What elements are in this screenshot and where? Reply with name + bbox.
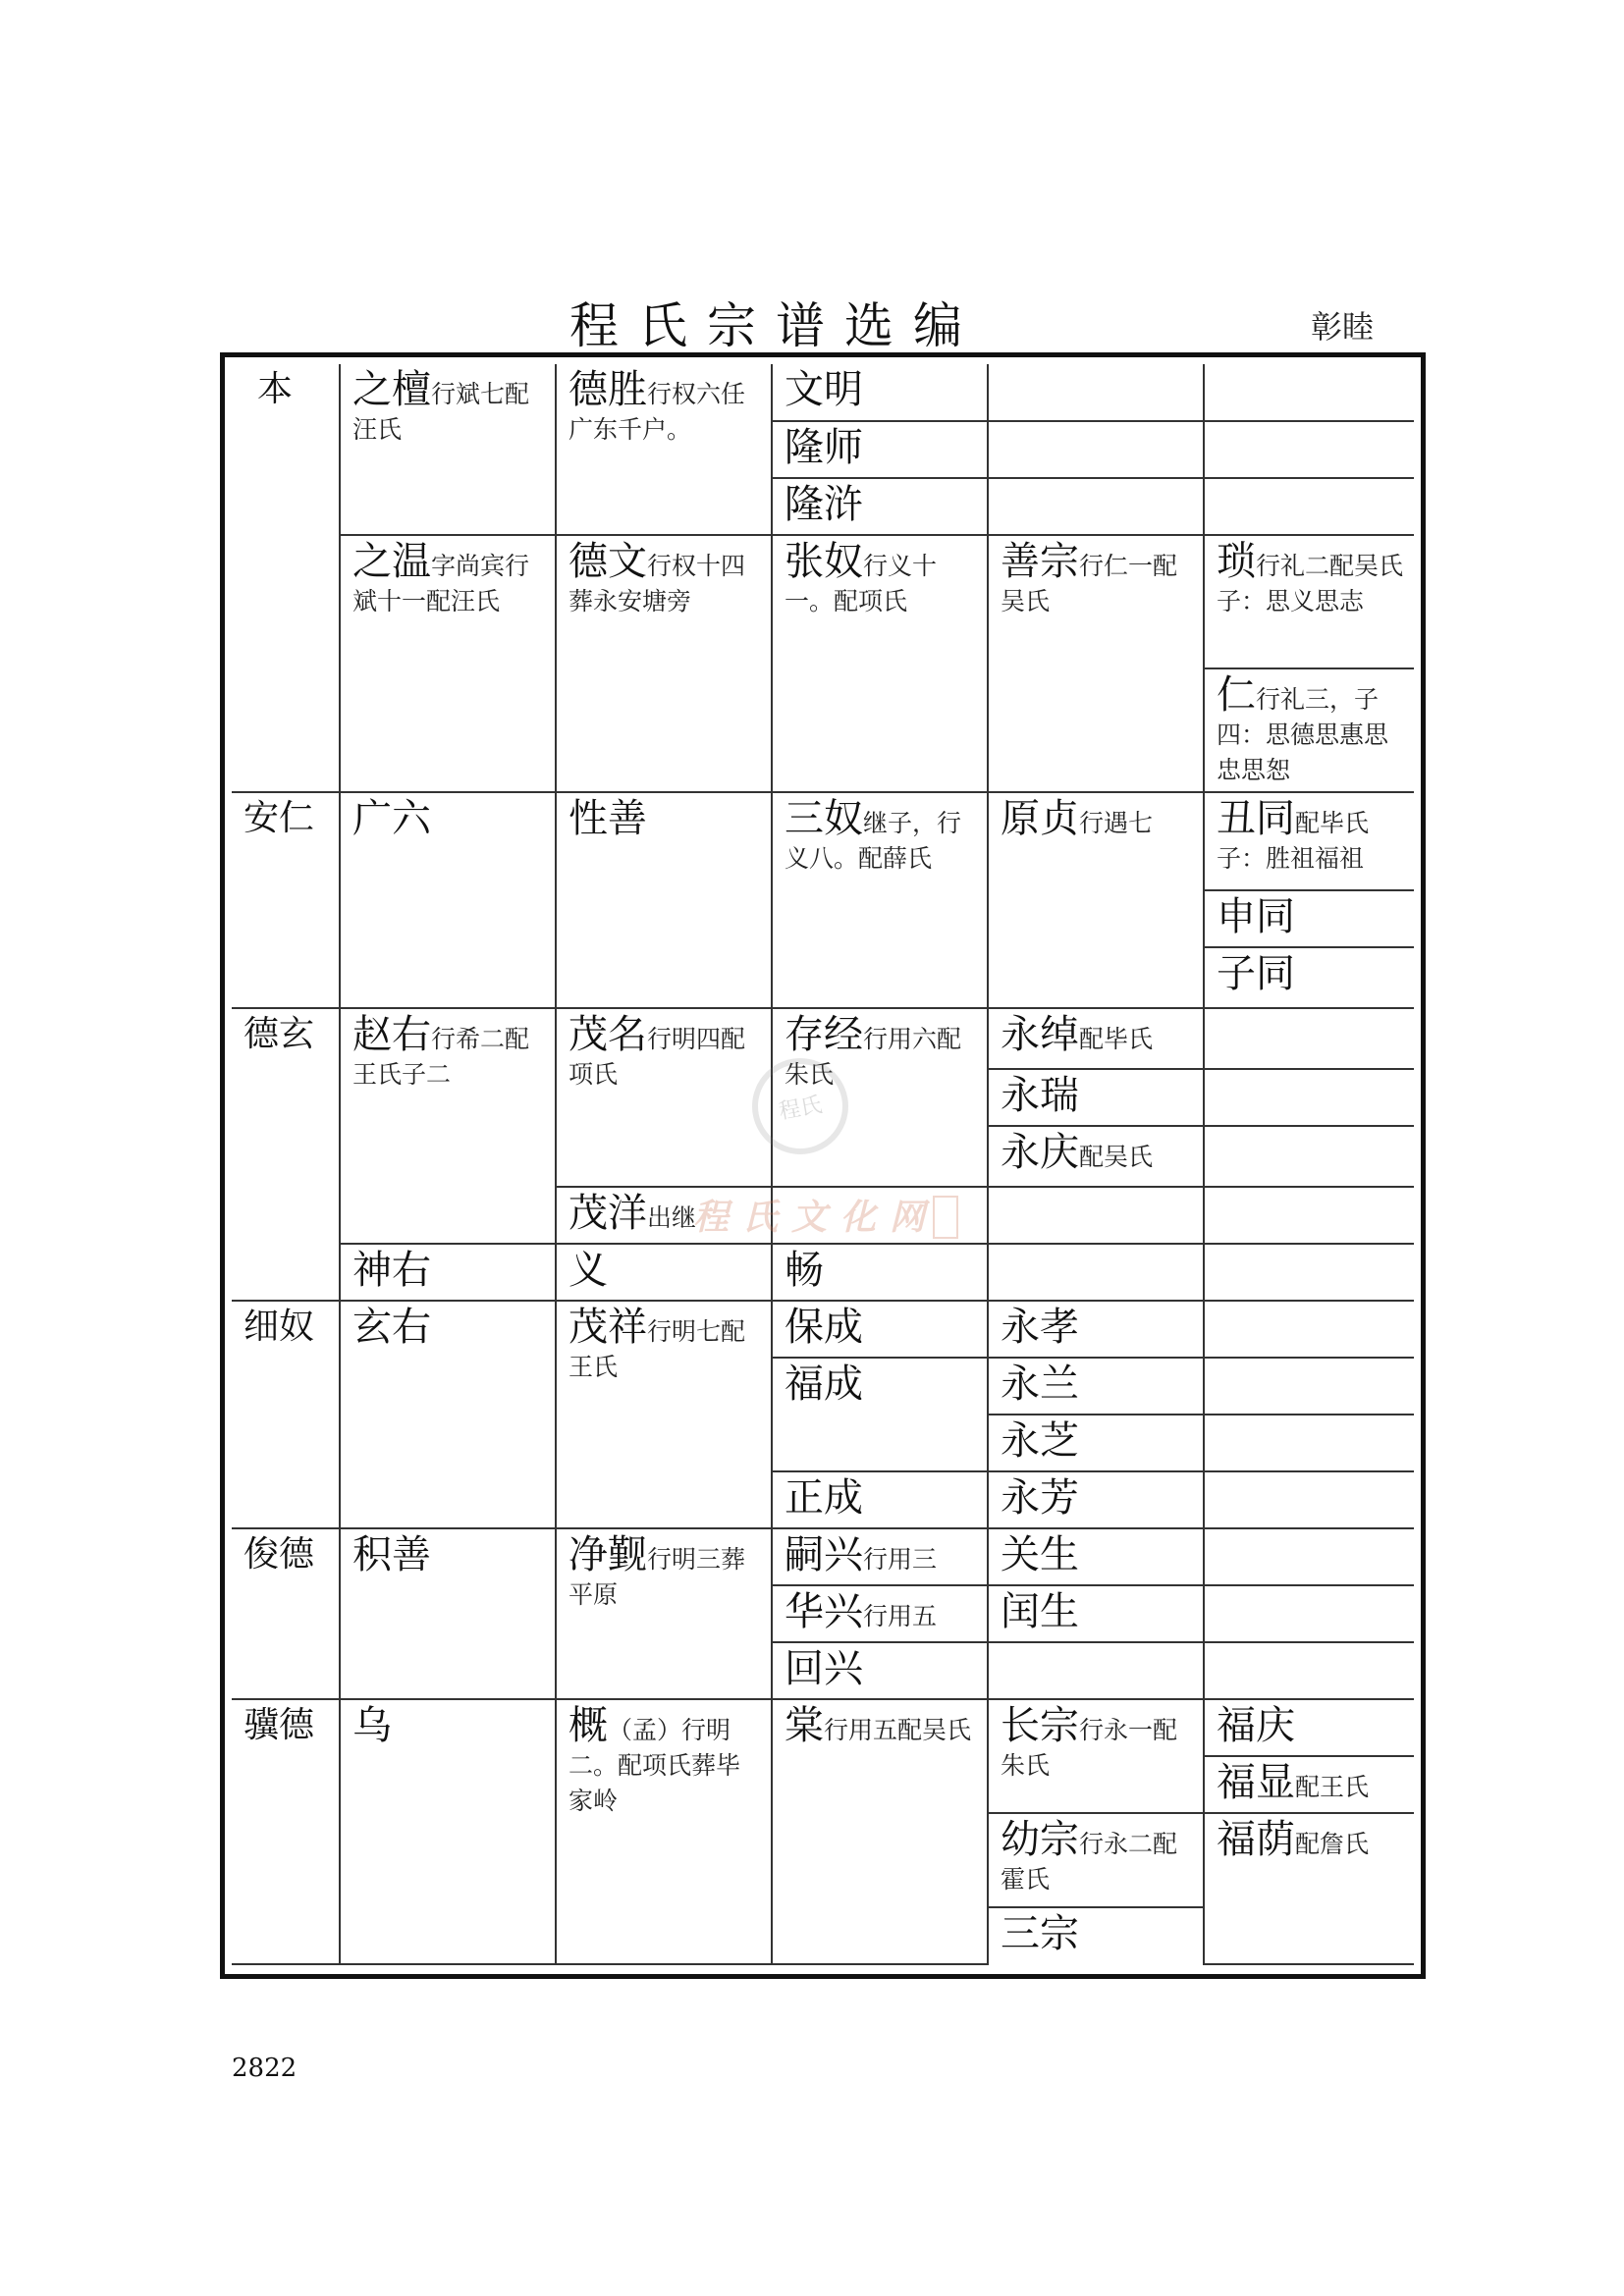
person-cell: 茂祥行明七配王氏 <box>556 1301 772 1528</box>
person-cell: 原贞行遇七 <box>988 792 1204 1008</box>
empty-cell <box>988 364 1204 421</box>
generation-1-cell: 俊德 <box>232 1528 340 1699</box>
person-cell: 永兰 <box>988 1358 1204 1415</box>
person-cell: 张奴行义十一。配项氏 <box>772 535 988 792</box>
empty-cell <box>1204 1585 1414 1642</box>
person-cell: 积善 <box>340 1528 556 1699</box>
person-cell: 德胜行权六任广东千户。 <box>556 364 772 535</box>
person-cell: 之温字尚宾行斌十一配汪氏 <box>340 535 556 792</box>
person-cell: 华兴行用五 <box>772 1585 988 1642</box>
empty-cell <box>1204 478 1414 535</box>
generation-1-cell: 本 <box>232 364 340 792</box>
empty-cell <box>988 1244 1204 1301</box>
person-cell: 德文行权十四葬永安塘旁 <box>556 535 772 792</box>
person-cell: 神右 <box>340 1244 556 1301</box>
empty-cell <box>1204 1415 1414 1471</box>
person-cell: 子同 <box>1204 947 1414 1008</box>
generation-1-cell: 安仁 <box>232 792 340 1008</box>
branch-name: 彰睦 <box>1311 308 1375 346</box>
person-cell: 三宗 <box>988 1907 1204 1964</box>
watermark-seal <box>933 1196 958 1239</box>
person-cell: 丑同配毕氏子：胜祖福祖 <box>1204 792 1414 890</box>
empty-cell <box>1204 1301 1414 1358</box>
person-cell: 福成 <box>772 1358 988 1471</box>
person-cell: 关生 <box>988 1528 1204 1585</box>
person-cell: 存经行用六配朱氏 <box>772 1008 988 1187</box>
person-cell: 仁行礼三，子四：思德思惠思忠思恕 <box>1204 668 1414 792</box>
page-number: 2822 <box>232 2054 298 2083</box>
person-cell: 隆师 <box>772 421 988 478</box>
person-cell: 福庆 <box>1204 1699 1414 1756</box>
empty-cell <box>1204 1528 1414 1585</box>
person-cell: 善宗行仁一配吴氏 <box>988 535 1204 792</box>
generation-1-cell: 骥德 <box>232 1699 340 1964</box>
person-cell: 永芳 <box>988 1471 1204 1528</box>
person-cell: 永绰配毕氏 <box>988 1008 1204 1069</box>
empty-cell <box>1204 1126 1414 1187</box>
person-cell: 茂名行明四配项氏 <box>556 1008 772 1187</box>
person-cell: 畅 <box>772 1244 988 1301</box>
person-cell: 棠行用五配吴氏 <box>772 1699 988 1964</box>
person-cell: 永瑞 <box>988 1069 1204 1126</box>
person-cell: 广六 <box>340 792 556 1008</box>
person-cell: 永孝 <box>988 1301 1204 1358</box>
generation-1-cell: 德玄 <box>232 1008 340 1301</box>
person-cell: 嗣兴行用三 <box>772 1528 988 1585</box>
genealogy-table <box>232 364 1414 1965</box>
empty-cell <box>988 421 1204 478</box>
person-cell: 玄右 <box>340 1301 556 1528</box>
person-cell: 隆浒 <box>772 478 988 535</box>
person-cell: 永芝 <box>988 1415 1204 1471</box>
person-cell: 申同 <box>1204 890 1414 947</box>
person-cell: 赵右行希二配王氏子二 <box>340 1008 556 1244</box>
empty-cell <box>1204 1069 1414 1126</box>
person-cell: 茂洋出继 <box>556 1187 772 1244</box>
person-cell: 之檀行斌七配汪氏 <box>340 364 556 535</box>
empty-cell <box>1204 364 1414 421</box>
empty-cell <box>1204 1008 1414 1069</box>
person-cell: 性善 <box>556 792 772 1008</box>
person-cell: 闰生 <box>988 1585 1204 1642</box>
empty-cell <box>988 1187 1204 1244</box>
empty-cell <box>1204 1642 1414 1699</box>
empty-cell <box>1204 1358 1414 1415</box>
person-cell: 义 <box>556 1244 772 1301</box>
generation-1-cell: 细奴 <box>232 1301 340 1528</box>
empty-cell <box>988 1642 1204 1699</box>
empty-cell <box>1204 1471 1414 1528</box>
person-cell: 净觐行明三葬平原 <box>556 1528 772 1699</box>
person-cell: 永庆配吴氏 <box>988 1126 1204 1187</box>
person-cell: 概（孟）行明二。配项氏葬毕家岭 <box>556 1699 772 1964</box>
empty-cell <box>1204 1187 1414 1244</box>
watermark-text: 程氏文化网 <box>693 1197 940 1238</box>
person-cell: 文明 <box>772 364 988 421</box>
watermark-stamp: 程氏 <box>752 1058 848 1154</box>
person-cell: 幼宗行永二配霍氏 <box>988 1813 1204 1907</box>
person-cell: 琐行礼二配吴氏子：思义思志 <box>1204 535 1414 668</box>
person-cell: 乌 <box>340 1699 556 1964</box>
person-cell: 长宗行永一配朱氏 <box>988 1699 1204 1813</box>
empty-cell <box>988 478 1204 535</box>
person-cell: 三奴继子，行义八。配薛氏 <box>772 792 988 1008</box>
person-cell: 福显配王氏 <box>1204 1756 1414 1813</box>
person-cell: 正成 <box>772 1471 988 1528</box>
empty-cell <box>1204 421 1414 478</box>
person-cell: 保成 <box>772 1301 988 1358</box>
person-cell: 回兴 <box>772 1642 988 1699</box>
page-title: 程氏宗谱选编 <box>569 297 982 354</box>
empty-cell <box>1204 1244 1414 1301</box>
person-cell: 福荫配詹氏 <box>1204 1813 1414 1964</box>
